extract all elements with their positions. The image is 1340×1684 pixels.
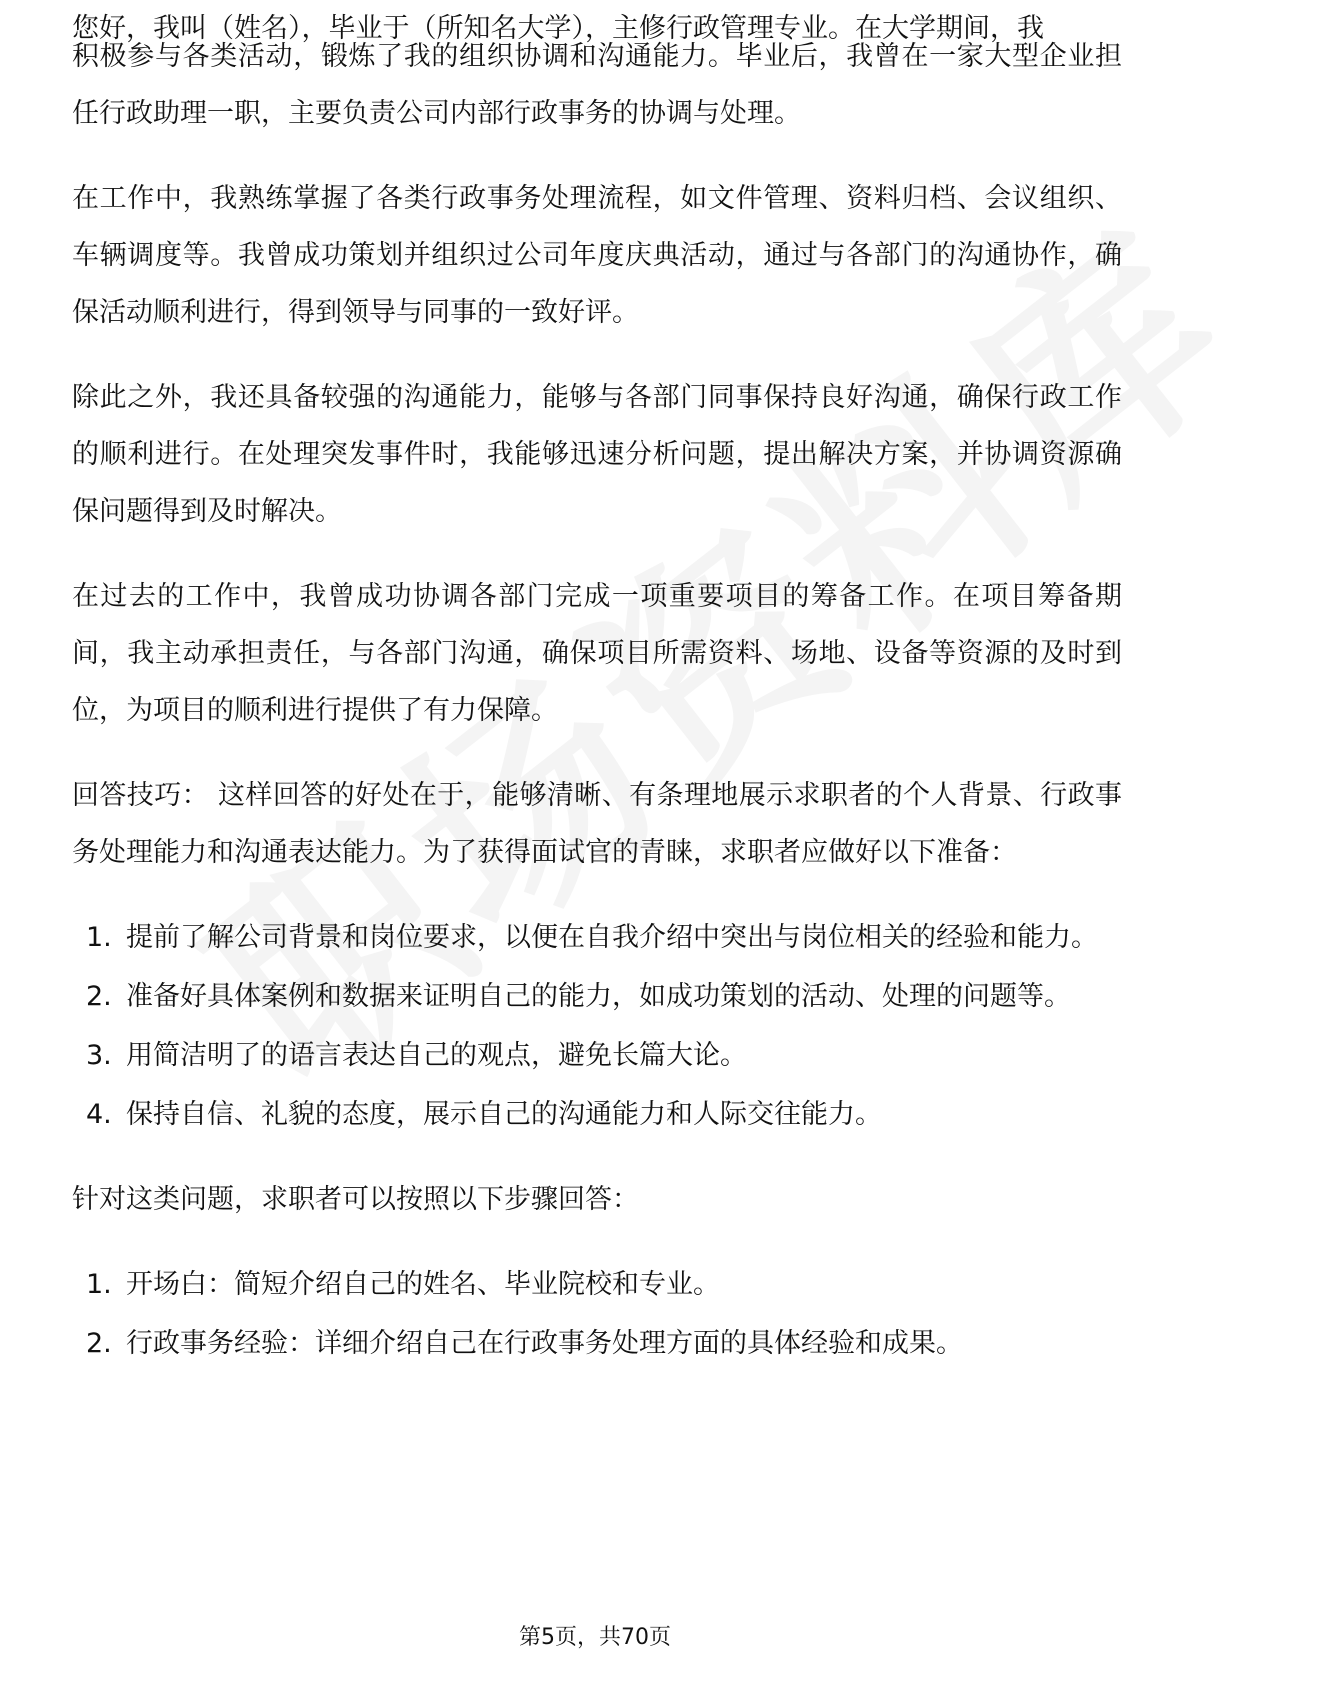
steps-list [72, 1256, 1122, 1372]
list-number: 2. [86, 981, 112, 1012]
paragraph-steps-intro: 针对这类问题，求职者可以按照以下步骤回答： [72, 1184, 639, 1215]
list-text: 行政事务经验：详细介绍自己在行政事务处理方面的具体经验和成果。 [126, 1328, 963, 1359]
paragraph-intro: 积极参与各类活动，锻炼了我的组织协调和沟通能力。毕业后，我曾在一家大型企业担任行政助理一职，主要负责公司内部行政事务的协调与处理。 [72, 41, 1122, 129]
list-item [72, 1315, 1122, 1372]
list-number: 1. [86, 922, 112, 953]
list-item [72, 968, 1122, 1025]
list-item [72, 1256, 1122, 1313]
list-text: 用简洁明了的语言表达自己的观点，避免长篇大论。 [126, 1040, 747, 1071]
paragraph-project: 在过去的工作中，我曾成功协调各部门完成一项重要项目的筹备工作。在项目筹备期间，我主动承担责任，与各部门沟通，确保项目所需资料、场地、设备等资源的及时到位，为项目的顺利进行提供了有力保障。 [72, 581, 1122, 726]
list-number: 1. [86, 1269, 112, 1300]
list-text: 准备好具体案例和数据来证明自己的能力，如成功策划的活动、处理的问题等。 [126, 981, 1071, 1012]
list-text: 开场白：简短介绍自己的姓名、毕业院校和专业。 [126, 1269, 720, 1300]
list-text: 提前了解公司背景和岗位要求，以便在自我介绍中突出与岗位相关的经验和能力。 [126, 922, 1098, 953]
list-item [72, 909, 1122, 966]
list-number: 3. [86, 1040, 112, 1071]
preparation-list [72, 909, 1122, 1143]
list-item [72, 1086, 1122, 1143]
list-number: 4. [86, 1099, 112, 1130]
list-text: 保持自信、礼貌的态度，展示自己的沟通能力和人际交往能力。 [126, 1099, 882, 1130]
document-body [72, 13, 1122, 1400]
list-item [72, 1027, 1122, 1084]
paragraph-tips: 回答技巧： 这样回答的好处在于，能够清晰、有条理地展示求职者的个人背景、行政事务处理能力和沟通表达能力。为了获得面试官的青睐，求职者应做好以下准备： [72, 780, 1122, 868]
page-number-footer: 第5页，共70页 [519, 1625, 671, 1650]
paragraph-cut-top: 您好，我叫（姓名），毕业于（所知名大学），主修行政管理专业。在大学期间，我 [72, 13, 1044, 44]
list-number: 2. [86, 1328, 112, 1359]
paragraph-work: 在工作中，我熟练掌握了各类行政事务处理流程，如文件管理、资料归档、会议组织、车辆调度等。我曾成功策划并组织过公司年度庆典活动，通过与各部门的沟通协作，确保活动顺利进行，得到领导与同事的一致好评。 [72, 183, 1122, 328]
paragraph-communication: 除此之外，我还具备较强的沟通能力，能够与各部门同事保持良好沟通，确保行政工作的顺利进行。在处理突发事件时，我能够迅速分析问题，提出解决方案，并协调资源确保问题得到及时解决。 [72, 382, 1122, 527]
